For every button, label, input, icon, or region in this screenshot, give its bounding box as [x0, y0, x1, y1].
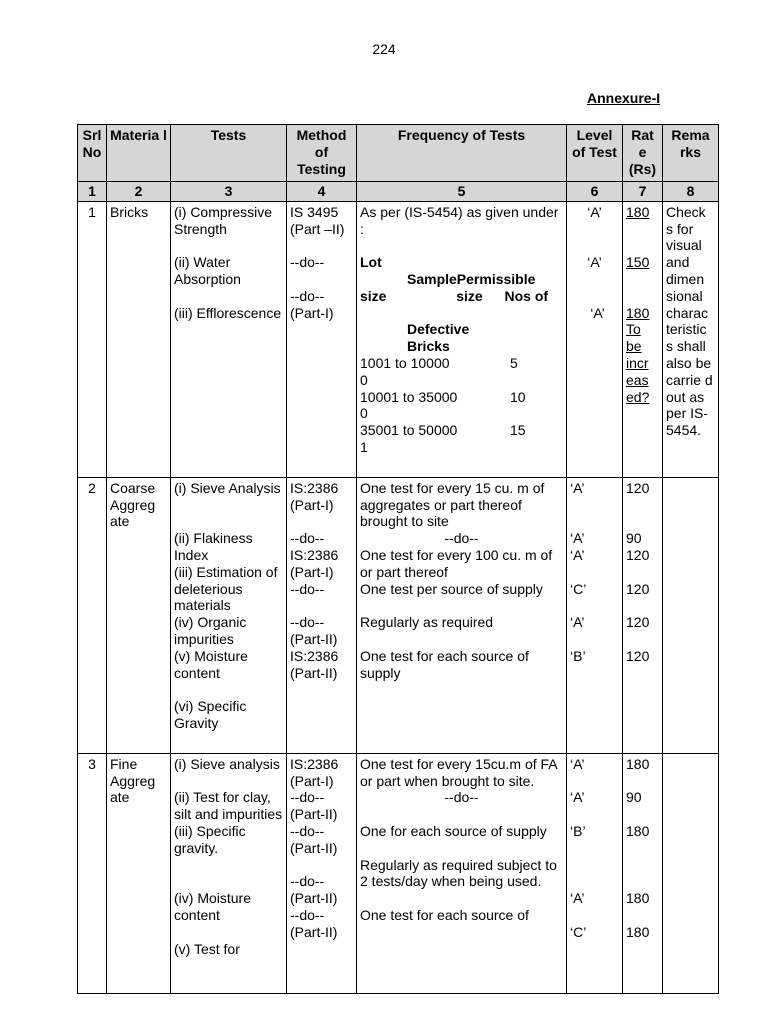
level-item: ‘A’	[587, 203, 602, 220]
method-item: IS:2386 (Part-I)	[290, 546, 339, 580]
table-row-coarse-aggregate	[78, 477, 719, 753]
header-remarks: Rema rks	[663, 125, 719, 182]
method-item: IS:2386 (Part-I)	[290, 755, 339, 789]
page-number: 224	[372, 41, 396, 57]
frequency-cell	[357, 201, 567, 477]
method-item: --do-- (Part-II)	[290, 906, 338, 940]
table-row-fine-aggregate	[78, 753, 719, 993]
header-srl: Srl No	[78, 125, 107, 182]
frequency-item: One test for every 15 cu. m of aggregates or part thereof brought to site	[360, 479, 545, 530]
column-number: 5	[357, 182, 567, 202]
remarks-cell	[663, 477, 719, 753]
header-tests: Tests	[171, 125, 287, 182]
frequency-item: One test for every 100 cu. m of or part thereof	[360, 546, 553, 580]
rate-item: 180	[626, 755, 650, 772]
rate-item: 180	[626, 890, 650, 907]
method-item: IS 3495 (Part –II)	[290, 203, 345, 237]
testing-schedule-table	[77, 124, 719, 994]
header-row	[78, 125, 719, 182]
level-cell	[567, 753, 623, 993]
method-item: --do--	[290, 580, 325, 597]
test-item: (iii) Efflorescence	[174, 304, 282, 321]
test-item: (i) Sieve Analysis	[174, 479, 281, 496]
test-item: (vi) Specific Gravity	[174, 698, 247, 731]
rate-item: 120	[626, 614, 650, 631]
rate-cell	[623, 201, 663, 477]
lot-label: Lot	[360, 254, 382, 271]
level-item: ‘A’	[570, 789, 585, 806]
method-item: --do--	[290, 530, 325, 547]
header-level: Level of Test	[567, 125, 623, 182]
rate-item: 120	[626, 479, 650, 496]
column-number: 7	[623, 182, 663, 202]
lot-range: 1001 to 10000	[360, 354, 450, 371]
lot-row	[360, 422, 563, 439]
level-item: ‘A’	[590, 304, 605, 321]
lot-tail: 1	[360, 438, 368, 455]
test-item: (ii) Test for clay, silt and impurities	[174, 789, 283, 823]
method-item: IS:2386 (Part-I)	[290, 479, 339, 513]
table-row-bricks	[78, 201, 719, 477]
rate-item: 90	[626, 530, 642, 547]
sample-label: SamplePermissible	[407, 270, 536, 287]
level-item: ‘B’	[570, 647, 586, 664]
test-item: (v) Test for	[174, 940, 240, 957]
rate-item: 120	[626, 580, 650, 597]
test-item: (ii) Flakiness Index	[174, 530, 253, 563]
remarks-cell: Check s for visual and dimen sional charac teristic s shall also be carrie d out as per IS-5454.	[663, 201, 719, 477]
method-item: --do-- (Part-II)	[290, 873, 338, 907]
level-item: ‘B’	[570, 822, 586, 839]
method-item: --do-- (Part-II)	[290, 789, 338, 823]
column-number: 2	[107, 182, 171, 202]
level-cell	[567, 201, 623, 477]
test-item: (v) Moisture content	[174, 647, 248, 681]
frequency-item: --do--	[444, 789, 479, 806]
frequency-item: One test per source of supply	[360, 580, 543, 597]
frequency-intro: As per (IS-5454) as given under :	[360, 203, 559, 237]
column-number: 4	[287, 182, 357, 202]
lot-range: 35001 to 50000	[360, 422, 458, 439]
frequency-item: Regularly as required	[360, 614, 494, 631]
rate-cell	[623, 477, 663, 753]
level-item: ‘A’	[570, 530, 585, 547]
lot-sample: 10	[510, 388, 526, 405]
lot-tail: 0	[360, 405, 368, 422]
frequency-item: One test for each source of supply	[360, 647, 529, 681]
material-cell: Coarse Aggreg ate	[107, 477, 171, 753]
lot-sample: 15	[510, 422, 526, 439]
rate-item: 120	[626, 647, 650, 664]
test-item: (i) Sieve analysis	[174, 755, 280, 772]
lot-row	[360, 355, 563, 372]
level-item: ‘A’	[570, 890, 585, 907]
level-item: ‘A’	[570, 614, 585, 631]
sample-size-label: size	[456, 287, 483, 304]
test-item: (iii) Specific gravity.	[174, 822, 246, 856]
column-number-row	[78, 182, 719, 202]
nos-label: Nos of	[504, 287, 549, 304]
level-item: ‘A’	[570, 479, 585, 496]
level-item: ‘A’	[570, 755, 585, 772]
bricks-label: Bricks	[407, 338, 450, 355]
rate-item: 180	[626, 923, 650, 940]
srl-cell: 3	[78, 753, 107, 993]
rate-item: 180 To be incr eas ed?	[626, 304, 650, 405]
method-item: IS:2386 (Part-II)	[290, 647, 339, 681]
frequency-item: --do--	[444, 530, 479, 547]
method-item: --do-- (Part-II)	[290, 822, 338, 856]
level-item: ‘C’	[570, 580, 587, 597]
remarks-cell	[663, 753, 719, 993]
frequency-item: One test for each source of	[360, 906, 529, 923]
test-item: (ii) Water Absorption	[174, 254, 241, 287]
level-item: ‘C’	[570, 923, 587, 940]
material-cell: Bricks	[107, 201, 171, 477]
rate-item: 90	[626, 789, 642, 806]
annexure-title: Annexure-I	[587, 90, 661, 106]
test-item: (iv) Organic impurities	[174, 614, 247, 647]
test-item: (i) Compressive Strength	[174, 203, 273, 237]
header-material: Materia l	[107, 125, 171, 182]
tests-cell	[171, 753, 287, 993]
column-number: 8	[663, 182, 719, 202]
method-item: --do-- (Part-II)	[290, 614, 338, 647]
lot-tail: 0	[360, 371, 368, 388]
rate-item: 150	[626, 254, 650, 271]
defective-label: Defective	[407, 321, 470, 338]
lot-size-label: size	[360, 287, 387, 304]
column-number: 1	[78, 182, 107, 202]
lot-table-header	[360, 254, 563, 355]
rate-item: 120	[626, 546, 650, 563]
lot-range: 10001 to 35000	[360, 388, 458, 405]
column-number: 3	[171, 182, 287, 202]
srl-cell: 2	[78, 477, 107, 753]
level-item: ‘A’	[587, 254, 602, 271]
method-cell	[287, 753, 357, 993]
frequency-item: Regularly as required subject to 2 tests/day when being used.	[360, 856, 557, 890]
frequency-item: One test for every 15cu.m of FA or part when brought to site.	[360, 755, 557, 789]
rate-cell	[623, 753, 663, 993]
method-item: --do-- (Part-I)	[290, 287, 334, 321]
method-cell	[287, 201, 357, 477]
method-cell	[287, 477, 357, 753]
test-item: (iii) Estimation of deleterious materials	[174, 563, 278, 614]
tests-cell	[171, 201, 287, 477]
srl-cell: 1	[78, 201, 107, 477]
frequency-cell	[357, 477, 567, 753]
rate-item: 180	[626, 822, 650, 839]
header-rate: Rat e (Rs)	[623, 125, 663, 182]
lot-sample: 5	[510, 354, 518, 371]
rate-item: 180	[626, 203, 650, 220]
method-item: --do--	[290, 254, 325, 271]
header-method: Method of Testing	[287, 125, 357, 182]
size-labels	[360, 288, 563, 305]
frequency-item: One for each source of supply	[360, 822, 547, 839]
column-number: 6	[567, 182, 623, 202]
material-cell: Fine Aggreg ate	[107, 753, 171, 993]
frequency-cell	[357, 753, 567, 993]
level-item: ‘A’	[570, 546, 585, 563]
level-cell	[567, 477, 623, 753]
tests-cell	[171, 477, 287, 753]
test-item: (iv) Moisture content	[174, 890, 252, 923]
lot-row	[360, 389, 563, 406]
header-frequency: Frequency of Tests	[357, 125, 567, 182]
